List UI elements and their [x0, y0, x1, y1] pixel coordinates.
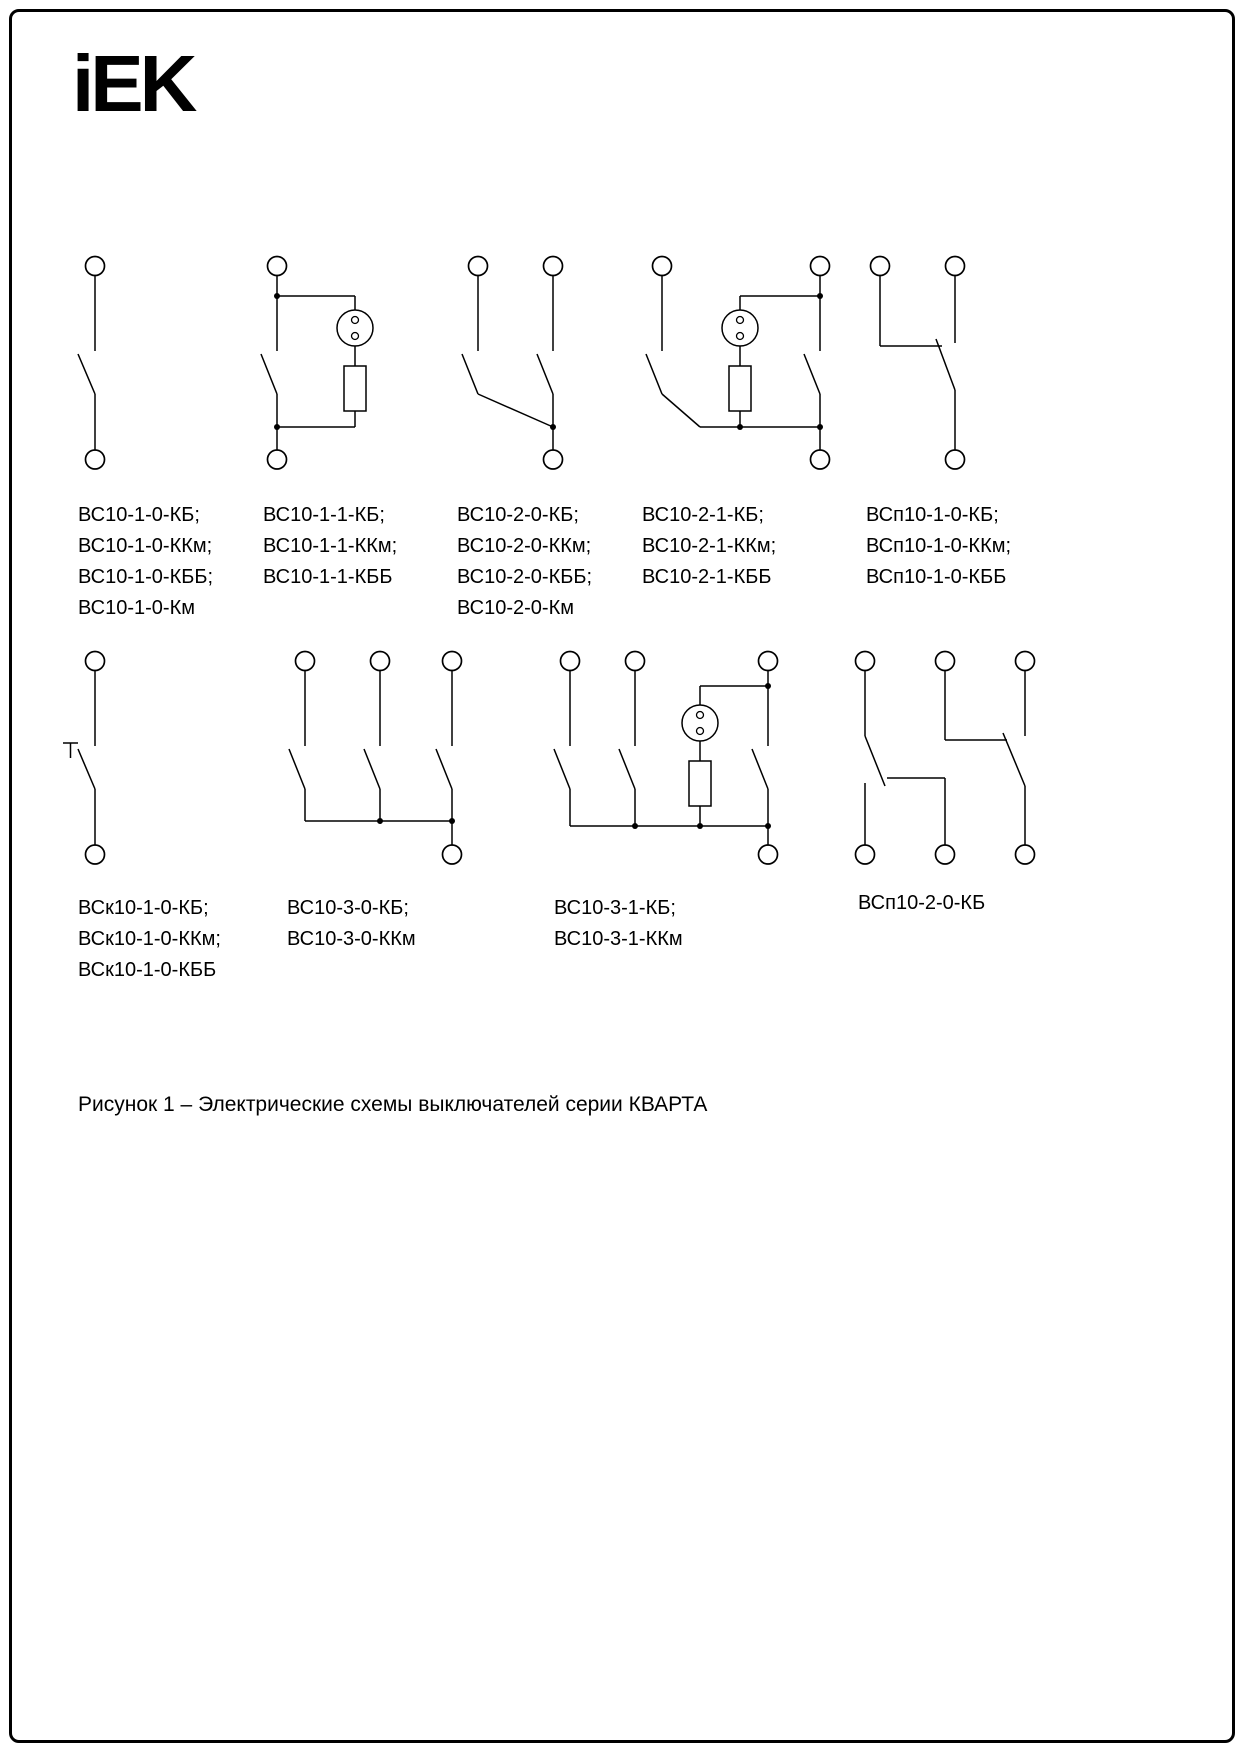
model-label: ВСк10-1-0-КББ — [78, 959, 217, 981]
terminal-icon — [946, 257, 965, 276]
terminal-icon — [811, 257, 830, 276]
terminal-icon — [759, 652, 778, 671]
model-label: ВС10-1-0-КББ; — [78, 566, 214, 588]
terminal-icon — [653, 257, 672, 276]
model-label: ВСп10-1-0-ККм; — [866, 535, 1012, 557]
labels-vs10-3-0 — [287, 893, 416, 955]
junction-dot — [737, 424, 743, 430]
terminal-icon — [86, 652, 105, 671]
terminal-icon — [946, 450, 965, 469]
iek-logo: iEK — [72, 39, 194, 128]
model-label: ВСп10-1-0-КБ; — [866, 504, 999, 526]
labels-vs10-1-0 — [78, 500, 213, 624]
terminal-icon — [443, 845, 462, 864]
terminal-icon — [626, 652, 645, 671]
labels-vs10-1-1 — [263, 500, 397, 593]
terminal-icon — [268, 450, 287, 469]
circuit-diagram-vsp10-2-0 — [845, 648, 1045, 868]
terminal-icon — [86, 257, 105, 276]
switch-blade-icon — [1003, 733, 1025, 786]
switch-blade-icon — [436, 749, 452, 789]
labels-vsp10-2-0 — [858, 888, 985, 919]
junction-dot — [765, 823, 771, 829]
junction-dot — [697, 823, 703, 829]
switch-blade-icon — [554, 749, 570, 789]
model-label: ВС10-1-0-Км — [78, 597, 195, 619]
terminal-icon — [86, 845, 105, 864]
wire — [662, 394, 700, 427]
neon-lamp-icon — [722, 310, 758, 346]
wire — [478, 394, 553, 427]
model-label: ВС10-2-0-КБ; — [457, 504, 579, 526]
terminal-icon — [936, 652, 955, 671]
switch-blade-icon — [462, 354, 478, 394]
circuit-diagram-vsp10-1-0 — [858, 253, 978, 473]
terminal-icon — [469, 257, 488, 276]
model-label: ВС10-1-0-КБ; — [78, 504, 200, 526]
model-label: ВС10-2-0-Км — [457, 597, 574, 619]
switch-blade-icon — [78, 354, 95, 394]
model-label: ВС10-1-0-ККм; — [78, 535, 213, 557]
circuit-diagram-vs10-1-1 — [240, 253, 390, 473]
switch-blade-icon — [804, 354, 820, 394]
junction-dot — [765, 683, 771, 689]
lamp-electrode-icon — [737, 333, 744, 340]
model-label: ВС10-1-1-КББ — [263, 566, 393, 588]
model-label: ВС10-2-1-КББ — [642, 566, 772, 588]
terminal-icon — [811, 450, 830, 469]
model-label: ВСк10-1-0-ККм; — [78, 928, 221, 950]
junction-dot — [550, 424, 556, 430]
circuit-diagram-vs10-3-1 — [546, 648, 786, 868]
resistor-icon — [689, 761, 711, 806]
model-label: ВС10-3-1-ККм — [554, 928, 683, 950]
model-label: ВС10-2-0-КББ; — [457, 566, 593, 588]
terminal-icon — [871, 257, 890, 276]
lamp-electrode-icon — [352, 333, 359, 340]
model-label: ВСп10-2-0-КБ — [858, 892, 986, 914]
junction-dot — [632, 823, 638, 829]
resistor-icon — [729, 366, 751, 411]
terminal-icon — [268, 257, 287, 276]
model-label: ВС10-2-1-ККм; — [642, 535, 777, 557]
circuit-diagram-vsk10-1-0 — [55, 648, 135, 868]
switch-blade-icon — [619, 749, 635, 789]
model-label: ВС10-3-0-КБ; — [287, 897, 409, 919]
model-label: ВС10-3-1-КБ; — [554, 897, 676, 919]
model-label: ВС10-1-1-ККм; — [263, 535, 398, 557]
model-label: ВСк10-1-0-КБ; — [78, 897, 209, 919]
labels-vs10-3-1 — [554, 893, 683, 955]
model-label: ВС10-1-1-КБ; — [263, 504, 385, 526]
terminal-icon — [759, 845, 778, 864]
labels-vs10-2-1 — [642, 500, 776, 593]
switch-blade-icon — [364, 749, 380, 789]
lamp-electrode-icon — [737, 317, 744, 324]
terminal-icon — [86, 450, 105, 469]
lamp-electrode-icon — [697, 728, 704, 735]
switch-blade-icon — [289, 749, 305, 789]
switch-blade-icon — [537, 354, 553, 394]
figure-caption: Рисунок 1 – Электрические схемы выключателей серии КВАРТА — [78, 1093, 708, 1116]
circuit-diagram-vs10-1-0 — [55, 253, 135, 473]
circuit-diagram-vs10-3-0 — [283, 648, 473, 868]
terminal-icon — [371, 652, 390, 671]
labels-vs10-2-0 — [457, 500, 592, 624]
terminal-icon — [856, 845, 875, 864]
switch-blade-icon — [752, 749, 768, 789]
switch-blade-icon — [261, 354, 277, 394]
switch-blade-icon — [78, 749, 95, 789]
lamp-electrode-icon — [352, 317, 359, 324]
page-border — [9, 9, 1235, 1743]
terminal-icon — [544, 450, 563, 469]
circuit-diagram-vs10-2-0 — [440, 253, 575, 473]
labels-vsp10-1-0 — [866, 500, 1011, 593]
neon-lamp-icon — [337, 310, 373, 346]
terminal-icon — [296, 652, 315, 671]
lamp-electrode-icon — [697, 712, 704, 719]
terminal-icon — [856, 652, 875, 671]
terminal-icon — [443, 652, 462, 671]
model-label: ВС10-2-0-ККм; — [457, 535, 592, 557]
junction-dot — [817, 424, 823, 430]
terminal-icon — [544, 257, 563, 276]
terminal-icon — [561, 652, 580, 671]
switch-blade-icon — [865, 736, 885, 786]
switch-blade-icon — [936, 339, 955, 390]
model-label: ВС10-2-1-КБ; — [642, 504, 764, 526]
junction-dot — [377, 818, 383, 824]
terminal-icon — [1016, 845, 1035, 864]
circuit-diagram-vs10-2-1 — [640, 253, 840, 473]
neon-lamp-icon — [682, 705, 718, 741]
model-label: ВС10-3-0-ККм — [287, 928, 416, 950]
resistor-icon — [344, 366, 366, 411]
terminal-icon — [1016, 652, 1035, 671]
model-label: ВСп10-1-0-КББ — [866, 566, 1007, 588]
terminal-icon — [936, 845, 955, 864]
switch-blade-icon — [646, 354, 662, 394]
labels-vsk10-1-0 — [78, 893, 221, 986]
junction-dot — [449, 818, 455, 824]
